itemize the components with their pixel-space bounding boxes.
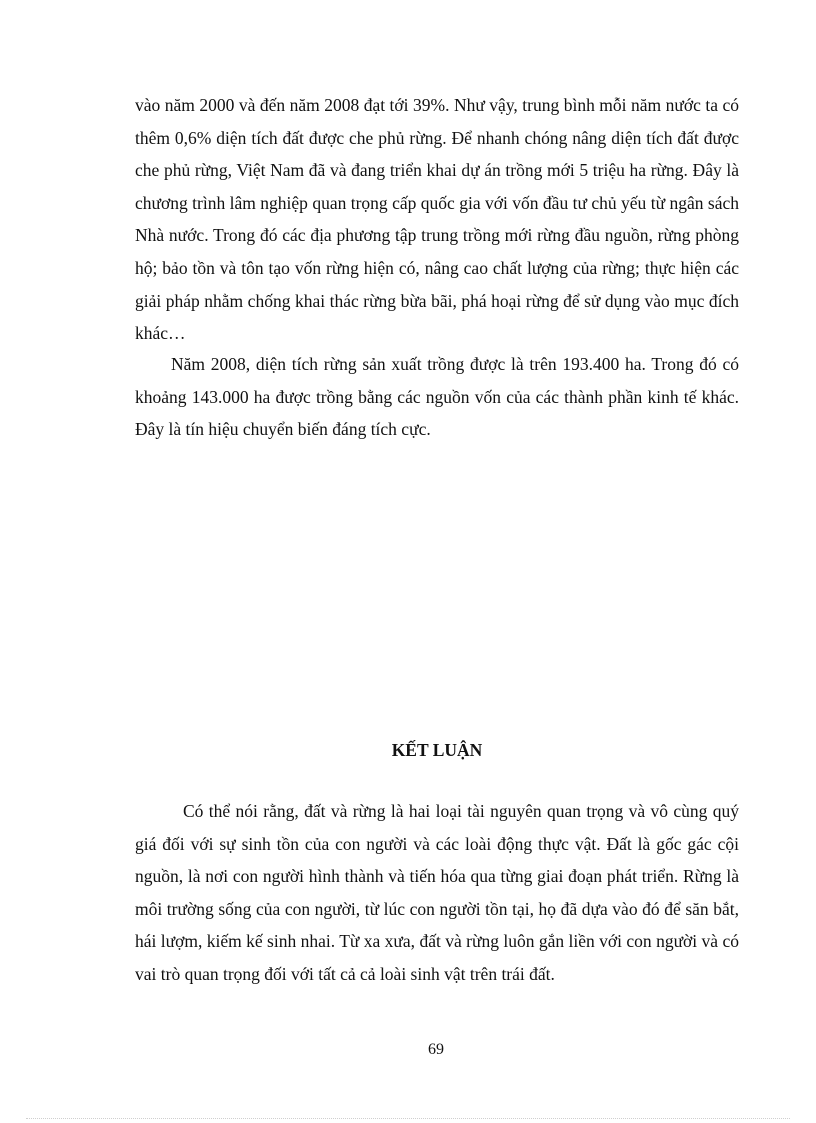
conclusion-paragraph: Có thể nói rằng, đất và rừng là hai loại tài nguyên quan trọng và vô cùng quý giá đối với sự sinh tồn của con người và các loài động thực vật. Đất là gốc gác cội nguồn, là nơi con người hình thành và tiến hóa qua từng giai đoạn phát triển. Rừng là môi trường sống của con người, từ lúc con người tồn tại, họ đã dựa vào đó để săn bắt, hái lượm, kiếm kế sinh nhai. Từ xa xưa, đất và rừng luôn gắn liền với con người và có vai trò quan trọng đối với tất cả cả loài sinh vật trên trái đất. <box>135 801 739 984</box>
page-bottom-divider <box>26 1118 790 1119</box>
page-number: 69 <box>428 1041 444 1058</box>
body-paragraph-2: Năm 2008, diện tích rừng sản xuất trồng được là trên 193.400 ha. Trong đó có khoảng 143.000 ha được trồng bằng các nguồn vốn của các thành phần kinh tế khác. Đây là tín hiệu chuyển biến đáng tích cực. <box>135 354 739 440</box>
conclusion-heading: KẾT LUẬN <box>391 740 483 760</box>
body-paragraph-1: vào năm 2000 và đến năm 2008 đạt tới 39%. Như vậy, trung bình mỗi năm nước ta có thêm 0,6% diện tích đất được che phủ rừng. Để nhanh chóng nâng diện tích đất được che phủ rừng, Việt Nam đã và đang triển khai dự án trồng mới 5 triệu ha rừng. Đây là chương trình lâm nghiệp quan trọng cấp quốc gia với vốn đầu tư chủ yếu từ ngân sách Nhà nước. Trong đó các địa phương tập trung trồng mới rừng đầu nguồn, rừng phòng hộ; bảo tồn và tôn tạo vốn rừng hiện có, nâng cao chất lượng của rừng; thực hiện các giải pháp nhằm chống khai thác rừng bừa bãi, phá hoại rừng để sử dụng vào mục đích khác… <box>135 95 739 344</box>
